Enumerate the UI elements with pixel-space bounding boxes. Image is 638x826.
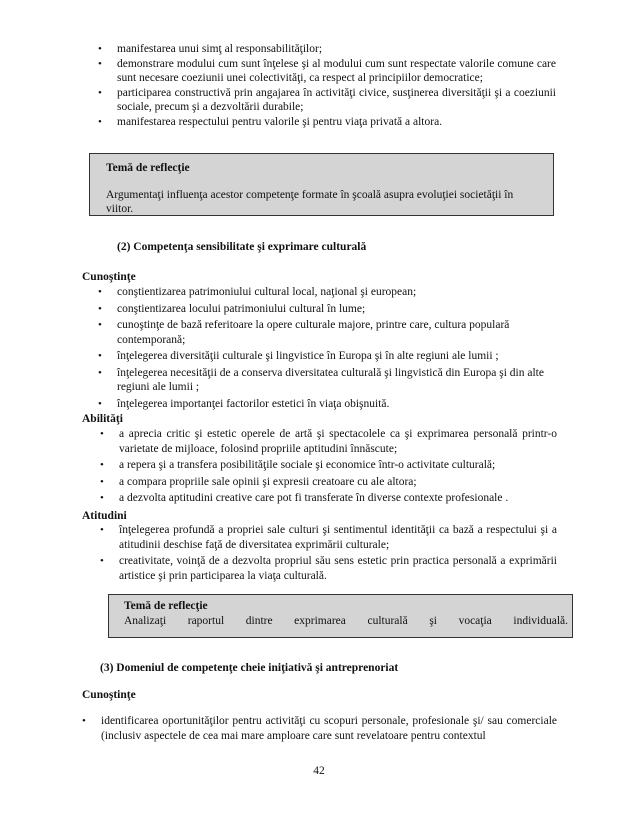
reflection-text (124, 614, 568, 629)
list-item: • a aprecia critic şi estetic operele de artă şi spectacolele ca şi exprimarea personală printr-o varietate de mijloace, folosind propriile aptitudini înnăscute; (119, 427, 557, 456)
knowledge-label: Cunoştinţe (82, 271, 136, 283)
reflection-box (89, 153, 554, 216)
knowledge-list (101, 714, 557, 743)
list-item: • înţelegerea importanţei factorilor estetici în viaţa obişnuită. (117, 397, 557, 412)
list-item: • manifestarea unui simţ al responsabilităţilor; (117, 42, 556, 57)
list-item: • manifestarea respectului pentru valorile şi pentru viaţa privată a altora. (117, 115, 556, 130)
reflection-text: Argumentaţi influenţa acestor competenţe formate în şcoală asupra evoluţiei societăţii în viitor. (106, 188, 514, 215)
attitudes-label: Atitudini (82, 510, 127, 522)
skills-list (119, 427, 557, 506)
skills-label: Abilităţi (82, 413, 123, 425)
list-item: • înţelegerea necesităţii de a conserva diversitatea culturală şi lingvistică din Europa şi din alte regiuni ale lumii ; (117, 366, 557, 395)
list-item: • a repera şi a transfera posibilităţile sociale şi economice într-o activitate culturală; (119, 458, 557, 473)
section-heading: (2) Competenţa sensibilitate şi exprimare culturală (117, 241, 367, 253)
knowledge-label: Cunoştinţe (82, 689, 136, 701)
civic-competence-list (117, 42, 556, 129)
list-item: • a compara propriile sale opinii şi expresii creatoare cu ale altora; (119, 475, 557, 490)
reflection-word: culturală (367, 614, 408, 627)
reflection-word: exprimarea (294, 614, 346, 627)
list-item: • conştientizarea locului patrimoniului cultural în lume; (117, 302, 557, 317)
list-item: • demonstrare modului cum sunt înţelese şi al modului cum sunt respectate valorile comune care sunt necesare coeziunii unei colectivităţi, ca respect al principiilor democratice; (117, 57, 556, 86)
knowledge-list (117, 285, 557, 411)
reflection-word: şi (429, 614, 437, 627)
reflection-box (108, 594, 573, 638)
reflection-word: Analizaţi (124, 614, 167, 627)
reflection-word: individuală. (513, 614, 568, 627)
list-item: • identificarea oportunităţilor pentru activităţi cu scopuri personale, profesionale şi/ sau comerciale (inclusiv aspectele de cea mai mare amploare care sunt revelatoare pentru contextul (101, 714, 557, 743)
list-item: • înţelegerea profundă a propriei sale culturi şi sentimentul identităţii ca bază a respectului şi a atitudinii deschise faţă de diversitatea exprimării culturale; (119, 523, 557, 552)
reflection-title: Temă de reflecţie (106, 162, 190, 174)
list-item: • creativitate, voinţă de a dezvolta propriul său sens estetic prin practica personală a exprimării artistice şi prin participarea la viaţa culturală. (119, 554, 557, 583)
attitudes-list (119, 523, 557, 583)
list-item: • înţelegerea diversităţii culturale şi lingvistice în Europa şi în alte regiuni ale lumii ; (117, 349, 557, 364)
list-item: • participarea constructivă prin angajarea în activităţi civice, susţinerea diversităţii şi a coeziunii sociale, precum şi a dezvoltării durabile; (117, 86, 556, 115)
reflection-word: dintre (245, 614, 273, 627)
reflection-word: vocaţia (458, 614, 492, 627)
list-item: • a dezvolta aptitudini creative care pot fi transferate în diverse contexte profesionale . (119, 491, 557, 506)
reflection-word: raportul (187, 614, 225, 627)
list-item: • cunoştinţe de bază referitoare la opere culturale majore, printre care, cultura populară contemporană; (117, 318, 557, 347)
list-item: • conştientizarea patrimoniului cultural local, naţional şi european; (117, 285, 557, 300)
section-heading: (3) Domeniul de competenţe cheie iniţiativă şi antreprenoriat (100, 662, 399, 674)
reflection-title: Temă de reflecţie (124, 600, 208, 612)
page-number: 42 (313, 765, 325, 777)
